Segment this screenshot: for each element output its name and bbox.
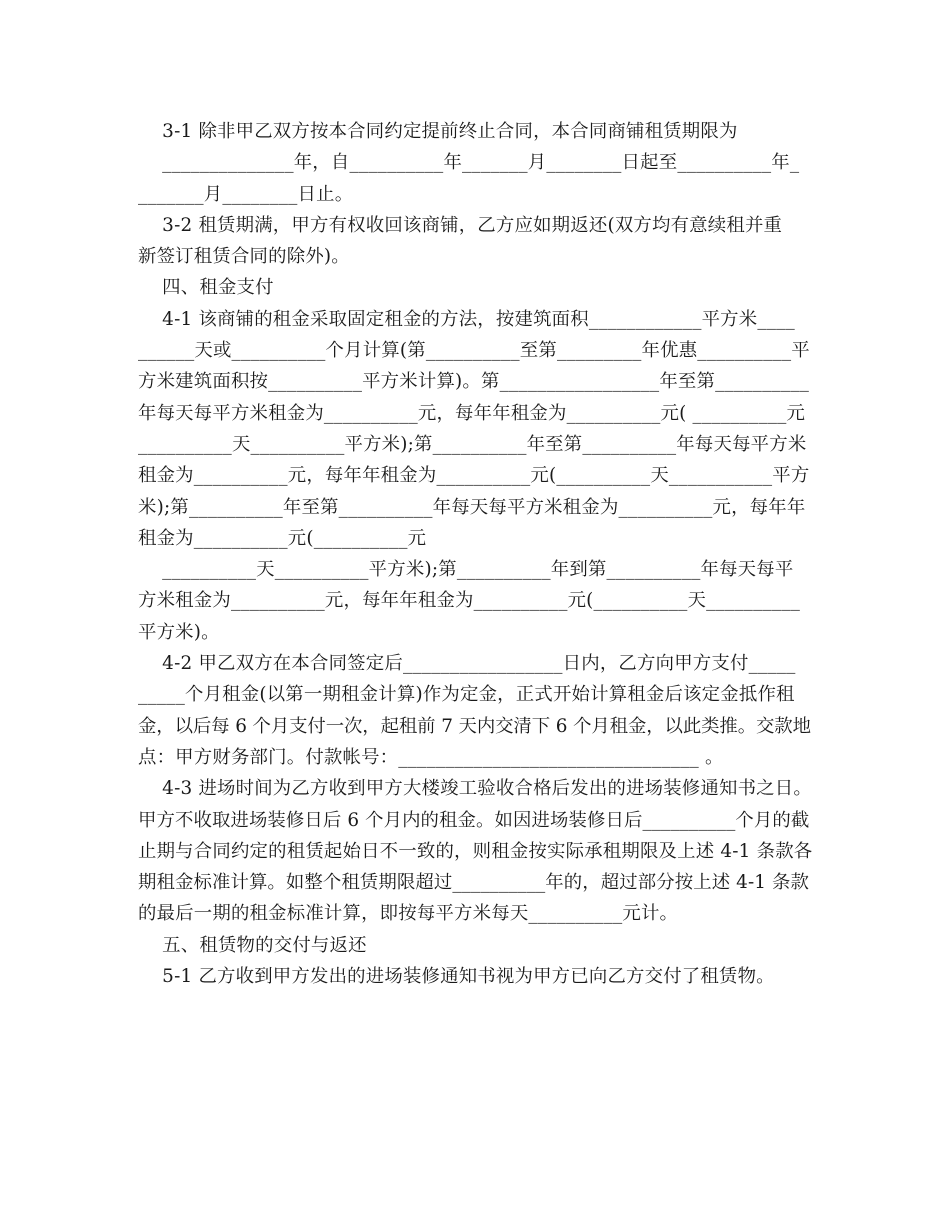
document-line: 4-2 甲乙双方在本合同签定后_________________日内，乙方向甲方支付_____ — [138, 653, 796, 675]
document-line: _____个月租金(以第一期租金计算)作为定金，正式开始计算租金后该定金抵作租 — [138, 684, 795, 706]
document-line: 期租金标准计算。如整个租赁期限超过__________年的，超过部分按上述 4-1 条款 — [138, 872, 809, 894]
document-line: 年每天每平方米租金为__________元，每年年租金为__________元( __________元 — [138, 402, 806, 424]
document-line: 4-3 进场时间为乙方收到甲方大楼竣工验收合格后发出的进场装修通知书之日。 — [138, 778, 812, 800]
document-line: 4-1 该商铺的租金采取固定租金的方法，按建筑面积____________平方米____ — [138, 308, 795, 330]
document-line: 5-1 乙方收到甲方发出的进场装修通知书视为甲方已向乙方交付了租赁物。 — [138, 966, 775, 988]
document-line: 甲方不收取进场装修日后 6 个月内的租金。如因进场装修日后__________个月的截 — [138, 809, 810, 831]
document-line: 的最后一期的租金标准计算，即按每平方米每天__________元计。 — [138, 903, 679, 925]
document-line: ______天或__________个月计算(第__________至第_________年优惠__________平 — [138, 340, 810, 362]
document-line: 止期与合同约定的租赁起始日不一致的，则租金按实际承租期限及上述 4-1 条款各 — [138, 840, 813, 862]
document-line: 方米建筑面积按__________平方米计算)。第_________________年至第__________ — [138, 371, 810, 393]
document-line: 租金为__________元(__________元 — [138, 527, 427, 549]
document-line: 新签订租赁合同的除外)。 — [138, 246, 350, 268]
document-line: 平方米)。 — [138, 621, 220, 643]
document-line: 方米租金为__________元，每年年租金为__________元(__________天__________ — [138, 590, 801, 612]
document-line: 租金为__________元，每年年租金为__________元(__________天___________平方 — [138, 465, 810, 487]
document-line: ______________年，自__________年_______月________日起至__________年_ — [138, 152, 800, 174]
document-line: 3-2 租赁期满，甲方有权收回该商铺，乙方应如期返还(双方均有意续租并重 — [138, 214, 783, 236]
document-body — [138, 116, 812, 992]
document-line: 金，以后每 6 个月支付一次，起租前 7 天内交清下 6 个月租金，以此类推。交款地 — [138, 715, 811, 737]
document-line: 四、租金支付 — [138, 277, 274, 299]
document-line: _______月________日止。 — [138, 183, 354, 205]
document-line: 3-1 除非甲乙双方按本合同约定提前终止合同，本合同商铺租赁期限为 — [138, 121, 738, 142]
document-line: 点：甲方财务部门。付款帐号：________________________________ 。 — [138, 746, 724, 768]
document-line: __________天__________平方米);第__________年到第__________年每天每平 — [138, 559, 794, 581]
document-line: 五、租赁物的交付与返还 — [138, 934, 367, 956]
document-line: __________天__________平方米);第__________年至第__________年每天每平方米 — [138, 433, 807, 455]
document-line: 米);第__________年至第__________年每天每平方米租金为__________元，每年年 — [138, 496, 806, 518]
